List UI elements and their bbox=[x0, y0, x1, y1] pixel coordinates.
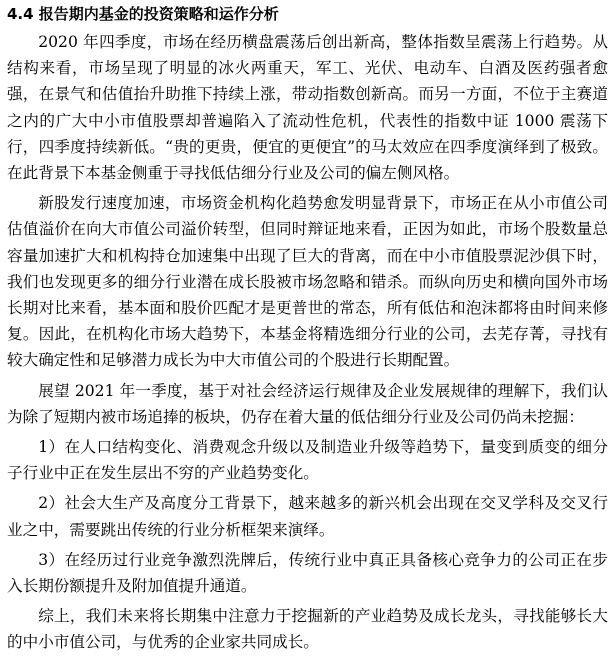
paragraph-outlook: 展望 2021 年一季度，基于对社会经济运行规律及企业发展规律的理解下，我们认为除了短期内被市场追捧的板块，仍存在着大量的低估细分行业及公司仍尚未挖掘： bbox=[7, 381, 608, 426]
paragraph-point-1: 1）在人口结构变化、消费观念升级以及制造业升级等趋势下，量变到质变的细分子行业中正在发生层出不穷的产业趋势变化。 bbox=[7, 438, 608, 483]
paragraph-point-2: 2）社会大生产及高度分工背景下，越来越多的新兴机会出现在交叉学科及交叉行业之中，需要跳出传统的行业分析框架来演绎。 bbox=[7, 494, 608, 539]
paragraph-point-3: 3）在经历过行业竞争激烈洗牌后，传统行业中真正具备核心竞争力的公司正在步入长期份额提升及附加值提升通道。 bbox=[7, 550, 608, 596]
section-heading: 4.4 报告期内基金的投资策略和运作分析 bbox=[7, 5, 279, 23]
paragraph-market-review: 2020 年四季度，市场在经历横盘震荡后创出新高，整体指数呈震荡上行趋势。从结构来看，市场呈现了明显的冰火两重天，军工、光伏、电动车、白酒及医药强者愈强，在景气和估值抬升助推下持续上涨，带动指数创新高。而另一方面，不位于主赛道之内的广大中小市值股票却普遍陷入了流动性危机，代表性的指数中证 1000 震荡下行，四季度持续新低。“贵的更贵，便宜的更便宜”的马太效应在四季度演绎到了极致。在此背景下本基金侧重于寻找低估细分行业及公司的偏左侧风格。 bbox=[7, 33, 608, 183]
paragraph-conclusion: 综上，我们未来将长期集中注意力于挖掘新的产业趋势及成长龙头，寻找能够长大的中小市值公司，与优秀的企业家共同成长。 bbox=[7, 607, 608, 652]
paragraph-strategy: 新股发行速度加速，市场资金机构化趋势愈发明显背景下，市场正在从小市值公司估值溢价在向大市值公司溢价转型，但同时辩证地来看，正因为如此，市场个股数量总容量加速扩大和机构持仓加速集中出现了巨大的背离，而在中小市值股票泥沙俱下时，我们也发现更多的细分行业潜在成长股被市场忽略和错杀。而纵向历史和横向国外市场长期对比来看，基本面和股价匹配才是更普世的常态，所有低估和泡沫都将由时间来修复。因此，在机构化市场大趋势下，本基金将精选细分行业的公司，去芜存菁，寻找有较大确定性和足够潜力成长为中大市值公司的个股进行长期配置。 bbox=[7, 194, 608, 370]
